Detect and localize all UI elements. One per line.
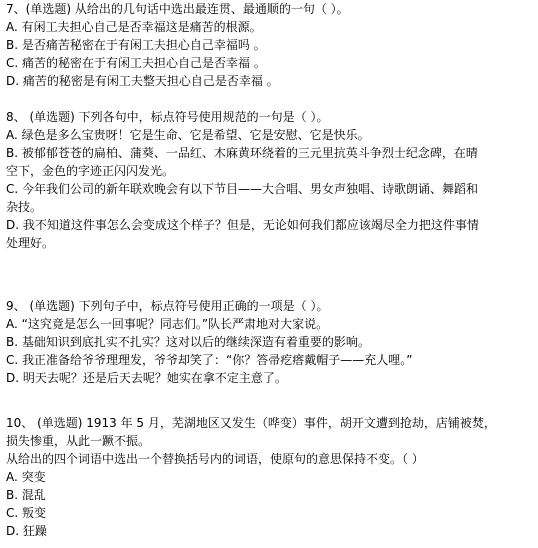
question-9-option-d: D. 明天去呢？还是后天去呢？她实在拿不定主意了。 <box>6 371 287 385</box>
question-7-option-d: D. 痛苦的秘密是有闲工夫整天担心自己是否幸福 。 <box>6 74 279 88</box>
question-8-stem: 8、 (单选题) 下列各句中，标点符号使用规范的一句是（ ）。 <box>6 110 329 124</box>
question-8-option-d-line2: 处理好。 <box>6 236 55 250</box>
question-10-stem-line3: 从给出的四个词语中选出一个替换括号内的词语，使原句的意思保持不变。（ ） <box>6 452 424 466</box>
question-10-stem-line1: 10、 (单选题) 1913 年 5 月，芜湖地区又发生（哗变）事件，胡开文遭到抢劫，店铺被焚， <box>6 416 496 430</box>
question-9-option-c: C. 我正准备给爷爷理理发，爷爷却笑了：“你？答帚疙瘩戴帽子——充人哩。” <box>6 353 413 367</box>
question-10-stem-line2: 损失惨重，从此一蹶不振。 <box>6 434 151 448</box>
question-10-option-b: B. 混乱 <box>6 488 46 502</box>
question-9-stem: 9、 (单选题) 下列句子中，标点符号使用正确的一项是（ ）。 <box>6 299 329 313</box>
question-9-option-a: A. “这究竟是怎么一回事呢？同志们。”队长严肃地对大家说。 <box>6 317 329 331</box>
question-8-option-b-line2: 空下，金色的字迹正闪闪发光。 <box>6 164 175 178</box>
question-8-option-b-line1: B. 被郁郁苍苍的扁柏、蒲葵、一品红、木麻黄环绕着的三元里抗英斗争烈士纪念碑，在晴 <box>6 146 478 160</box>
question-10-option-a: A. 突变 <box>6 470 46 484</box>
question-7-option-a: A. 有闲工夫担心自己是否幸福这是痛苦的根源。 <box>6 20 262 34</box>
question-7-option-c: C. 痛苦的秘密在于有闲工夫担心自己是否幸福 。 <box>6 56 266 70</box>
question-8-option-a: A. 绿色是多么宝贵呀！它是生命、它是希望、它是安慰、它是快乐。 <box>6 128 370 142</box>
question-10-option-c: C. 叛变 <box>6 506 47 520</box>
question-10-option-d: D. 狂躁 <box>6 524 47 538</box>
question-8-option-c-line1: C. 今年我们公司的新年联欢晚会有以下节目——大合唱、男女声独唱、诗歌朗诵、舞蹈和 <box>6 182 479 196</box>
question-7-stem: 7、(单选题) 从给出的几句话中选出最连贯、最通顺的一句（ ）。 <box>6 2 349 16</box>
question-9-option-b: B. 基础知识到底扎实不扎实？这对以后的继续深造有着重要的影响。 <box>6 335 370 349</box>
question-8-option-d-line1: D. 我不知道这件事怎么会变成这个样子？但是，无论如何我们都应该竭尽全力把这件事情 <box>6 218 479 232</box>
question-8-option-c-line2: 杂技。 <box>6 200 43 214</box>
question-7-option-b: B. 是否痛苦秘密在于有闲工夫担心自己幸福吗 。 <box>6 38 266 52</box>
